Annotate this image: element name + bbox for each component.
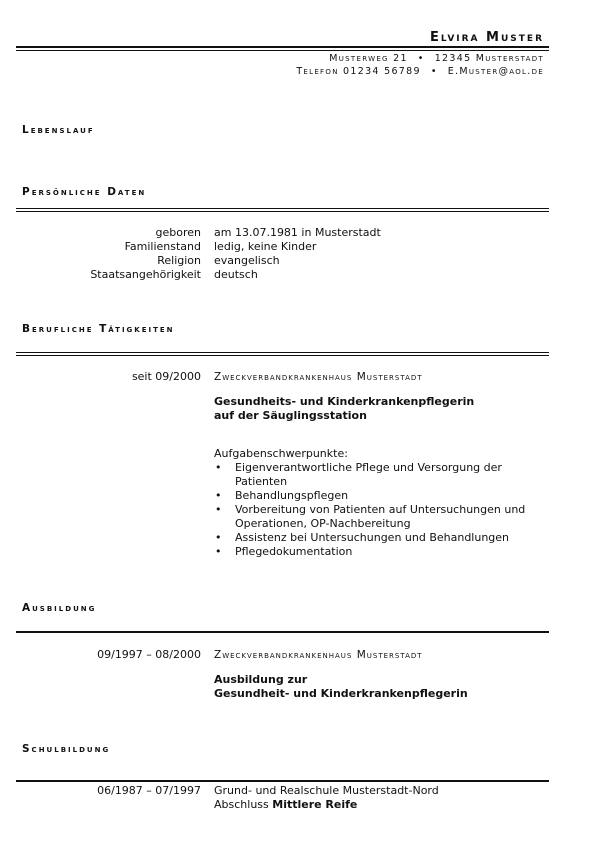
list-item: • Assistenz bei Untersuchungen und Behandlungen	[214, 531, 555, 545]
separator-dot: •	[430, 66, 438, 77]
label-marital: Familienstand	[124, 240, 201, 253]
label-religion: Religion	[157, 254, 201, 267]
page-title: Lebenslauf	[22, 124, 95, 136]
degree-prefix: Abschluss	[214, 798, 269, 811]
training-line2: Gesundheit- und Kinderkrankenpflegerin	[214, 687, 468, 700]
section-heading-jobs: Berufliche Tätigkeiten	[22, 323, 175, 335]
section-heading-personal: Persönliche Daten	[22, 186, 147, 198]
school-name: Grund- und Realschule Musterstadt-Nord	[214, 784, 439, 797]
address-line	[329, 53, 544, 64]
list-item: • Vorbereitung von Patienten auf Untersuchungen und Operationen, OP-Nachbereitung	[214, 503, 555, 531]
training-institution: Zweckverbandkrankenhaus Musterstadt	[214, 649, 423, 661]
school-degree	[214, 798, 439, 812]
city: 12345 Musterstadt	[434, 53, 544, 64]
phone: Telefon 01234 56789	[296, 66, 421, 77]
school-details	[214, 784, 439, 812]
street: Musterweg 21	[329, 53, 408, 64]
job-position	[214, 395, 474, 423]
value-religion: evangelisch	[214, 254, 280, 267]
section-rule	[16, 355, 549, 356]
section-rule	[16, 352, 549, 353]
label-birth: geboren	[155, 226, 201, 239]
personal-values	[214, 226, 381, 282]
value-marital: ledig, keine Kinder	[214, 240, 317, 253]
degree-name: Mittlere Reife	[272, 798, 358, 811]
list-item: • Eigenverantwortliche Pflege und Versorgung der Patienten	[214, 461, 555, 489]
school-date: 06/1987 – 07/1997	[97, 784, 201, 797]
training-title	[214, 673, 468, 701]
section-heading-school: Schulbildung	[22, 743, 111, 755]
section-rule	[16, 631, 549, 633]
job-employer: Zweckverbandkrankenhaus Musterstadt	[214, 371, 423, 383]
job-position-line1: Gesundheits- und Kinderkrankenpflegerin	[214, 395, 475, 408]
separator-dot: •	[417, 53, 425, 64]
header-rule	[16, 46, 549, 48]
value-birth: am 13.07.1981 in Musterstadt	[214, 226, 381, 239]
list-item: • Behandlungspflegen	[214, 489, 555, 503]
value-nationality: deutsch	[214, 268, 258, 281]
tasks-list	[214, 461, 555, 559]
job-tasks	[214, 447, 555, 559]
job-date: seit 09/2000	[131, 370, 201, 383]
contact-line	[296, 66, 544, 77]
job-position-line2: auf der Säuglingsstation	[214, 409, 367, 422]
list-item: • Pflegedokumentation	[214, 545, 555, 559]
section-rule	[16, 780, 549, 782]
applicant-name: Elvira Muster	[429, 30, 544, 45]
personal-labels	[90, 226, 201, 282]
training-line1: Ausbildung zur	[214, 673, 308, 686]
email: E.Muster@aol.de	[447, 66, 544, 77]
training-date: 09/1997 – 08/2000	[97, 648, 201, 661]
label-nationality: Staatsangehörigkeit	[90, 268, 201, 281]
section-rule	[16, 211, 549, 212]
section-heading-training: Ausbildung	[22, 602, 97, 614]
header-rule-thin	[16, 50, 549, 51]
section-rule	[16, 208, 549, 209]
tasks-heading: Aufgabenschwerpunkte:	[214, 447, 348, 460]
